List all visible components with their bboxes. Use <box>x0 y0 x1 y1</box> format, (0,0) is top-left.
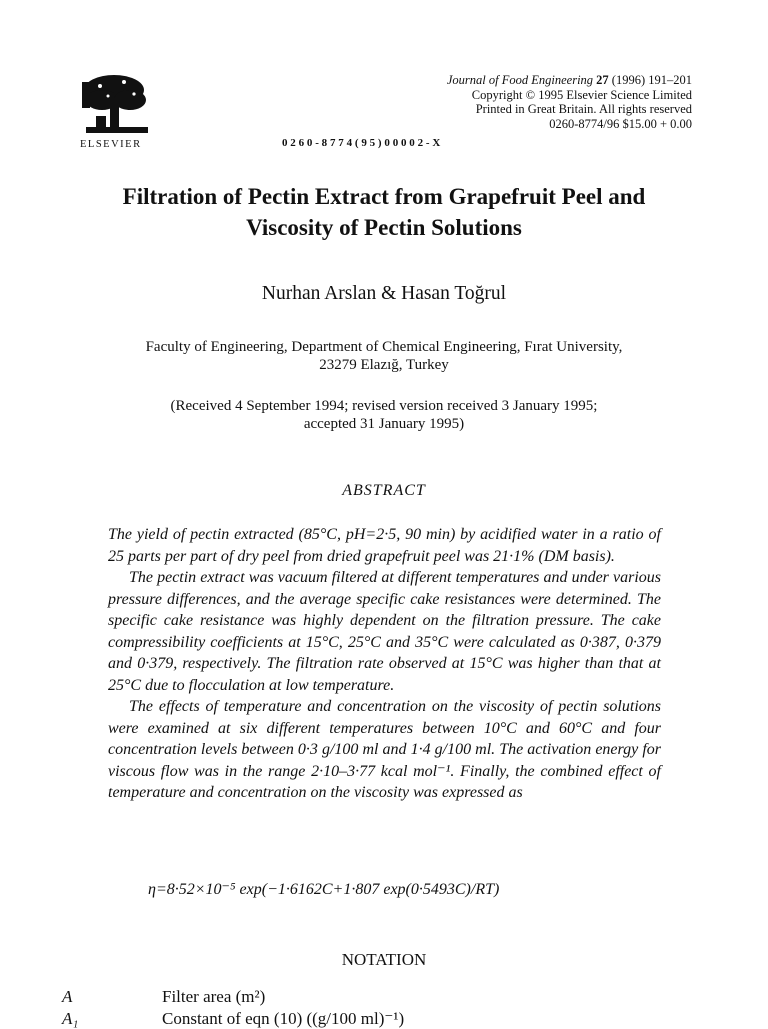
affiliation <box>70 338 698 374</box>
price-line: 0260-8774/96 $15.00 + 0.00 <box>549 116 692 131</box>
notation-heading: NOTATION <box>341 950 427 969</box>
abstract-heading: ABSTRACT <box>342 482 426 499</box>
received-line-2: accepted 31 January 1995) <box>303 416 465 432</box>
publisher-name: ELSEVIER <box>80 139 142 150</box>
doi-code: 0260-8774(95)00002-X <box>282 137 444 149</box>
abstract-paragraph-2: The pectin extract was vacuum filtered at different temperatures and under various pressure differences, and the average specific cake resistances were determined. The specific cake resistance was highly dependent on the filtration pressure. The cake compressibility coefficients at 15°C, 25°C and 35°C were calculated as 0·387, 0·379 and 0·379, respectively. The filtration rate observed at 15°C was higher than that at 25°C due to flocculation at low temperature. <box>108 569 661 694</box>
abstract-paragraph-3: The effects of temperature and concentration on the viscosity of pectin solutions were examined at six different temperatures between 10°C and 60°C and four concentration levels between 0·3 g/100 ml and 1·4 g/100 ml. The activation energy for viscous flow was in the range 2·10–3·77 kcal mol⁻¹. Finally, the combined effect of temperature and concentration on the viscosity was expressed as <box>108 698 661 801</box>
journal-year-pages: (1996) 191–201 <box>611 73 692 87</box>
received-dates <box>70 397 698 433</box>
journal-volume: 27 <box>596 73 609 87</box>
notation-definition: Filter area (m²) <box>162 987 266 1006</box>
affiliation-line-2: 23279 Elazığ, Turkey <box>319 357 449 373</box>
printed-line: Printed in Great Britain. All rights reserved <box>475 102 692 116</box>
viscosity-equation: η=8·52×10⁻⁵ exp(−1·6162C+1·807 exp(0·5493C)/RT) <box>148 881 500 898</box>
authors: Nurhan Arslan & Hasan Toğrul <box>261 283 507 304</box>
copyright-line: Copyright © 1995 Elsevier Science Limited <box>471 87 692 102</box>
affiliation-line-1: Faculty of Engineering, Department of Chemical Engineering, Fırat University, <box>145 339 623 355</box>
notation-symbol: A₁ <box>62 1009 79 1028</box>
elsevier-tree-logo <box>80 72 152 138</box>
journal-name: Journal of Food Engineering <box>446 73 594 87</box>
notation-symbol: A <box>62 987 73 1006</box>
abstract-body <box>108 524 661 804</box>
received-line-1: (Received 4 September 1994; revised version received 3 January 1995; <box>170 398 598 414</box>
title-line-2: Viscosity of Pectin Solutions <box>246 215 522 240</box>
abstract-paragraph-1: The yield of pectin extracted (85°C, pH=2·5, 90 min) by acidified water in a ratio of 25 parts per part of dry peel from dried grapefruit peel was 21·1% (DM basis). <box>108 526 661 565</box>
article-title <box>60 181 708 243</box>
journal-info <box>447 73 692 131</box>
notation-definition: Constant of eqn (10) ((g/100 ml)⁻¹) <box>162 1009 405 1028</box>
title-line-1: Filtration of Pectin Extract from Grapefruit Peel and <box>122 184 646 209</box>
